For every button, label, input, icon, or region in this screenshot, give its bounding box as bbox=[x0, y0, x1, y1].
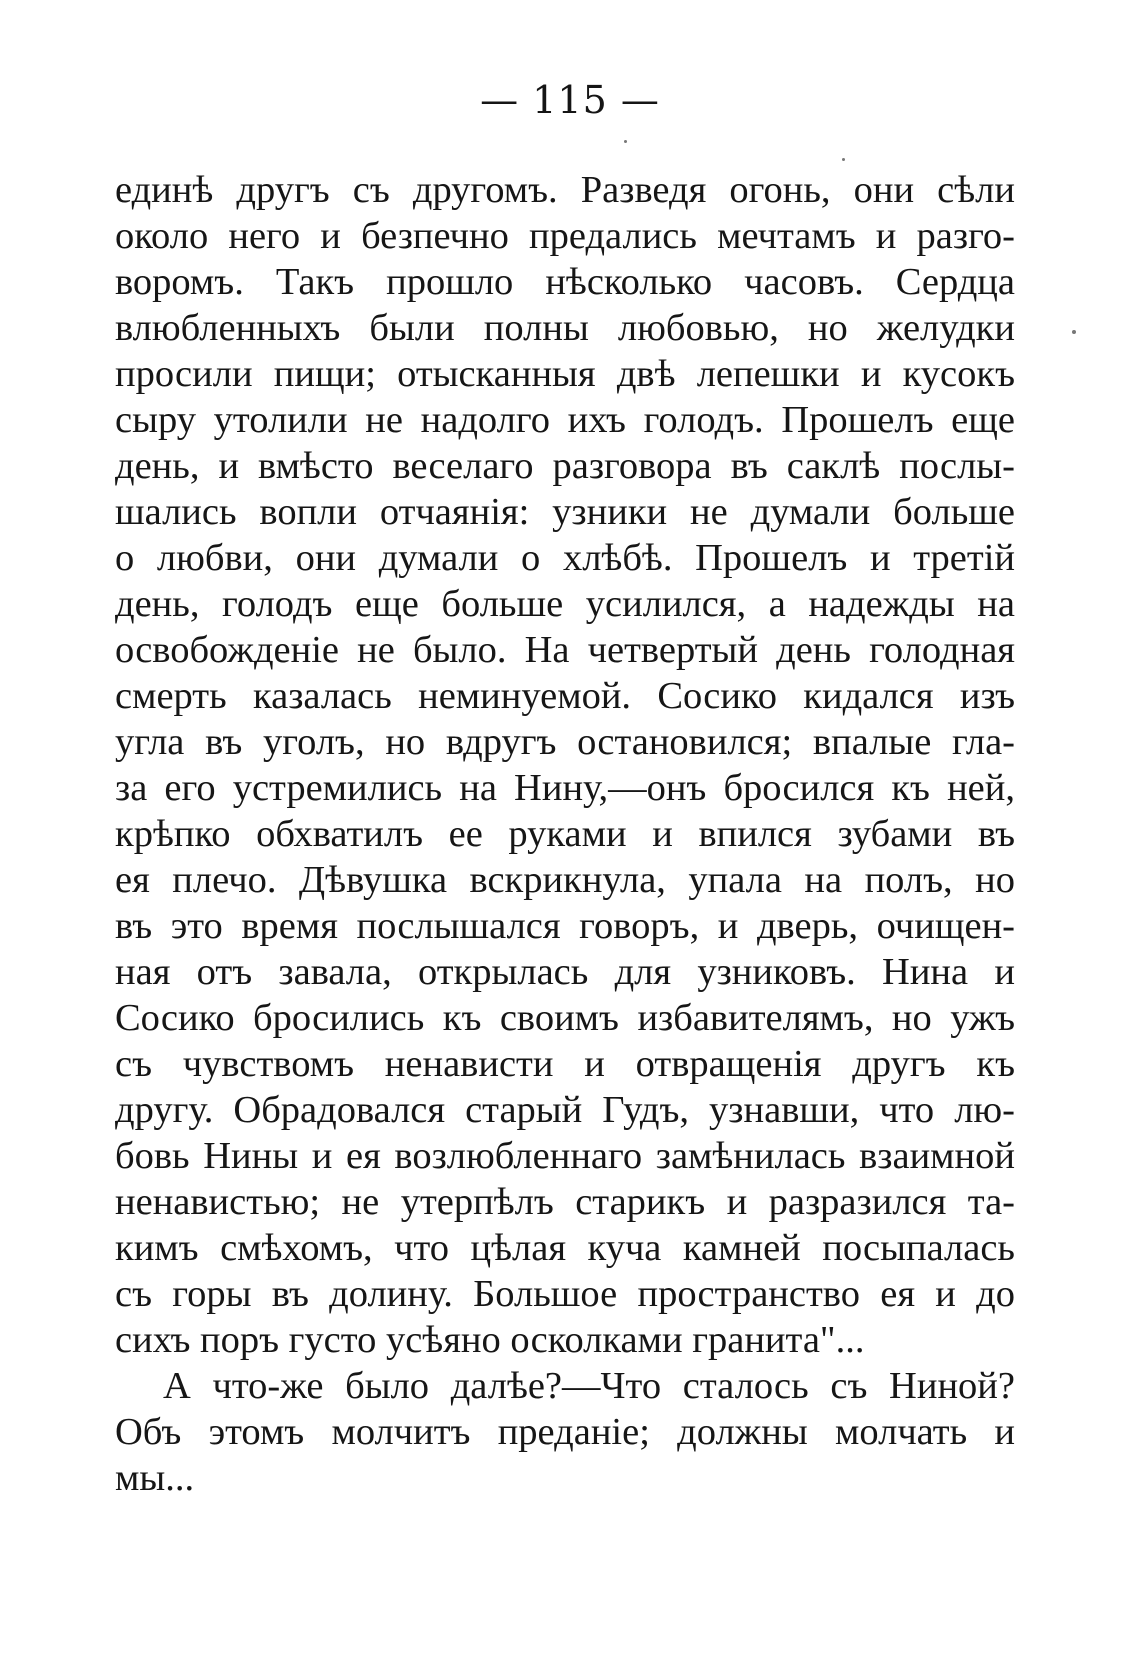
text-line: влюбленныхъ были полны любовью, но желудки bbox=[115, 307, 1015, 349]
text-line: воромъ. Такъ прошло нѣсколько часовъ. Сердца bbox=[115, 261, 1015, 303]
text-line: въ это время послышался говоръ, и дверь, очищен- bbox=[115, 905, 1015, 947]
text-line: за его устремились на Нину,—онъ бросился къ ней, bbox=[115, 767, 1015, 809]
text-line: единѣ другъ съ другомъ. Разведя огонь, они сѣли bbox=[115, 169, 1015, 211]
text-line: съ чувствомъ ненависти и отвращенія другъ къ bbox=[115, 1043, 1015, 1085]
text-line: просили пищи; отысканныя двѣ лепешки и кусокъ bbox=[115, 353, 1015, 395]
paragraph-1 bbox=[115, 167, 1015, 1363]
print-speck bbox=[624, 140, 627, 143]
text-line: угла въ уголъ, но вдругъ остановился; впалые гла- bbox=[115, 721, 1015, 763]
text-line: Объ этомъ молчитъ преданіе; должны молчать и bbox=[115, 1411, 1015, 1453]
text-line: другу. Обрадовался старый Гудъ, узнавши, что лю- bbox=[115, 1089, 1015, 1131]
text-line: о любви, они думали о хлѣбѣ. Прошелъ и третій bbox=[115, 537, 1015, 579]
text-line: день, и вмѣсто веселаго разговора въ саклѣ послы- bbox=[115, 445, 1015, 487]
body-text bbox=[115, 167, 1015, 1501]
text-line: мы... bbox=[115, 1457, 195, 1499]
text-line: сихъ поръ густо усѣяно осколками гранита"... bbox=[115, 1319, 865, 1361]
text-line: шались вопли отчаянія: узники не думали больше bbox=[115, 491, 1015, 533]
print-speck bbox=[842, 158, 845, 161]
text-line: А что-же было далѣе?—Что сталось съ Ниной? bbox=[163, 1365, 1015, 1407]
text-line: ная отъ завала, открылась для узниковъ. Нина и bbox=[115, 951, 1015, 993]
print-speck bbox=[1072, 330, 1076, 334]
text-line: день, голодъ еще больше усилился, а надежды на bbox=[115, 583, 1015, 625]
text-line: освобожденіе не было. На четвертый день голодная bbox=[115, 629, 1015, 671]
text-line: ненавистью; не утерпѣлъ старикъ и разразился та- bbox=[115, 1181, 1015, 1223]
page-number: — 115 — bbox=[480, 78, 660, 122]
text-line: съ горы въ долину. Большое пространство ея и до bbox=[115, 1273, 1015, 1315]
text-line: крѣпко обхватилъ ее руками и впился зубами въ bbox=[115, 813, 1015, 855]
text-line: Сосико бросились къ своимъ избавителямъ, но ужъ bbox=[115, 997, 1015, 1039]
text-line: около него и безпечно предались мечтамъ и разго- bbox=[115, 215, 1015, 257]
text-line: сыру утолили не надолго ихъ голодъ. Прошелъ еще bbox=[115, 399, 1015, 441]
paragraph-2 bbox=[115, 1363, 1015, 1501]
text-line: кимъ смѣхомъ, что цѣлая куча камней посыпалась bbox=[115, 1227, 1015, 1269]
text-line: бовь Нины и ея возлюбленнаго замѣнилась взаимной bbox=[115, 1135, 1015, 1177]
text-line: смерть казалась неминуемой. Сосико кидался изъ bbox=[115, 675, 1015, 717]
text-line: ея плечо. Дѣвушка вскрикнула, упала на полъ, но bbox=[115, 859, 1015, 901]
